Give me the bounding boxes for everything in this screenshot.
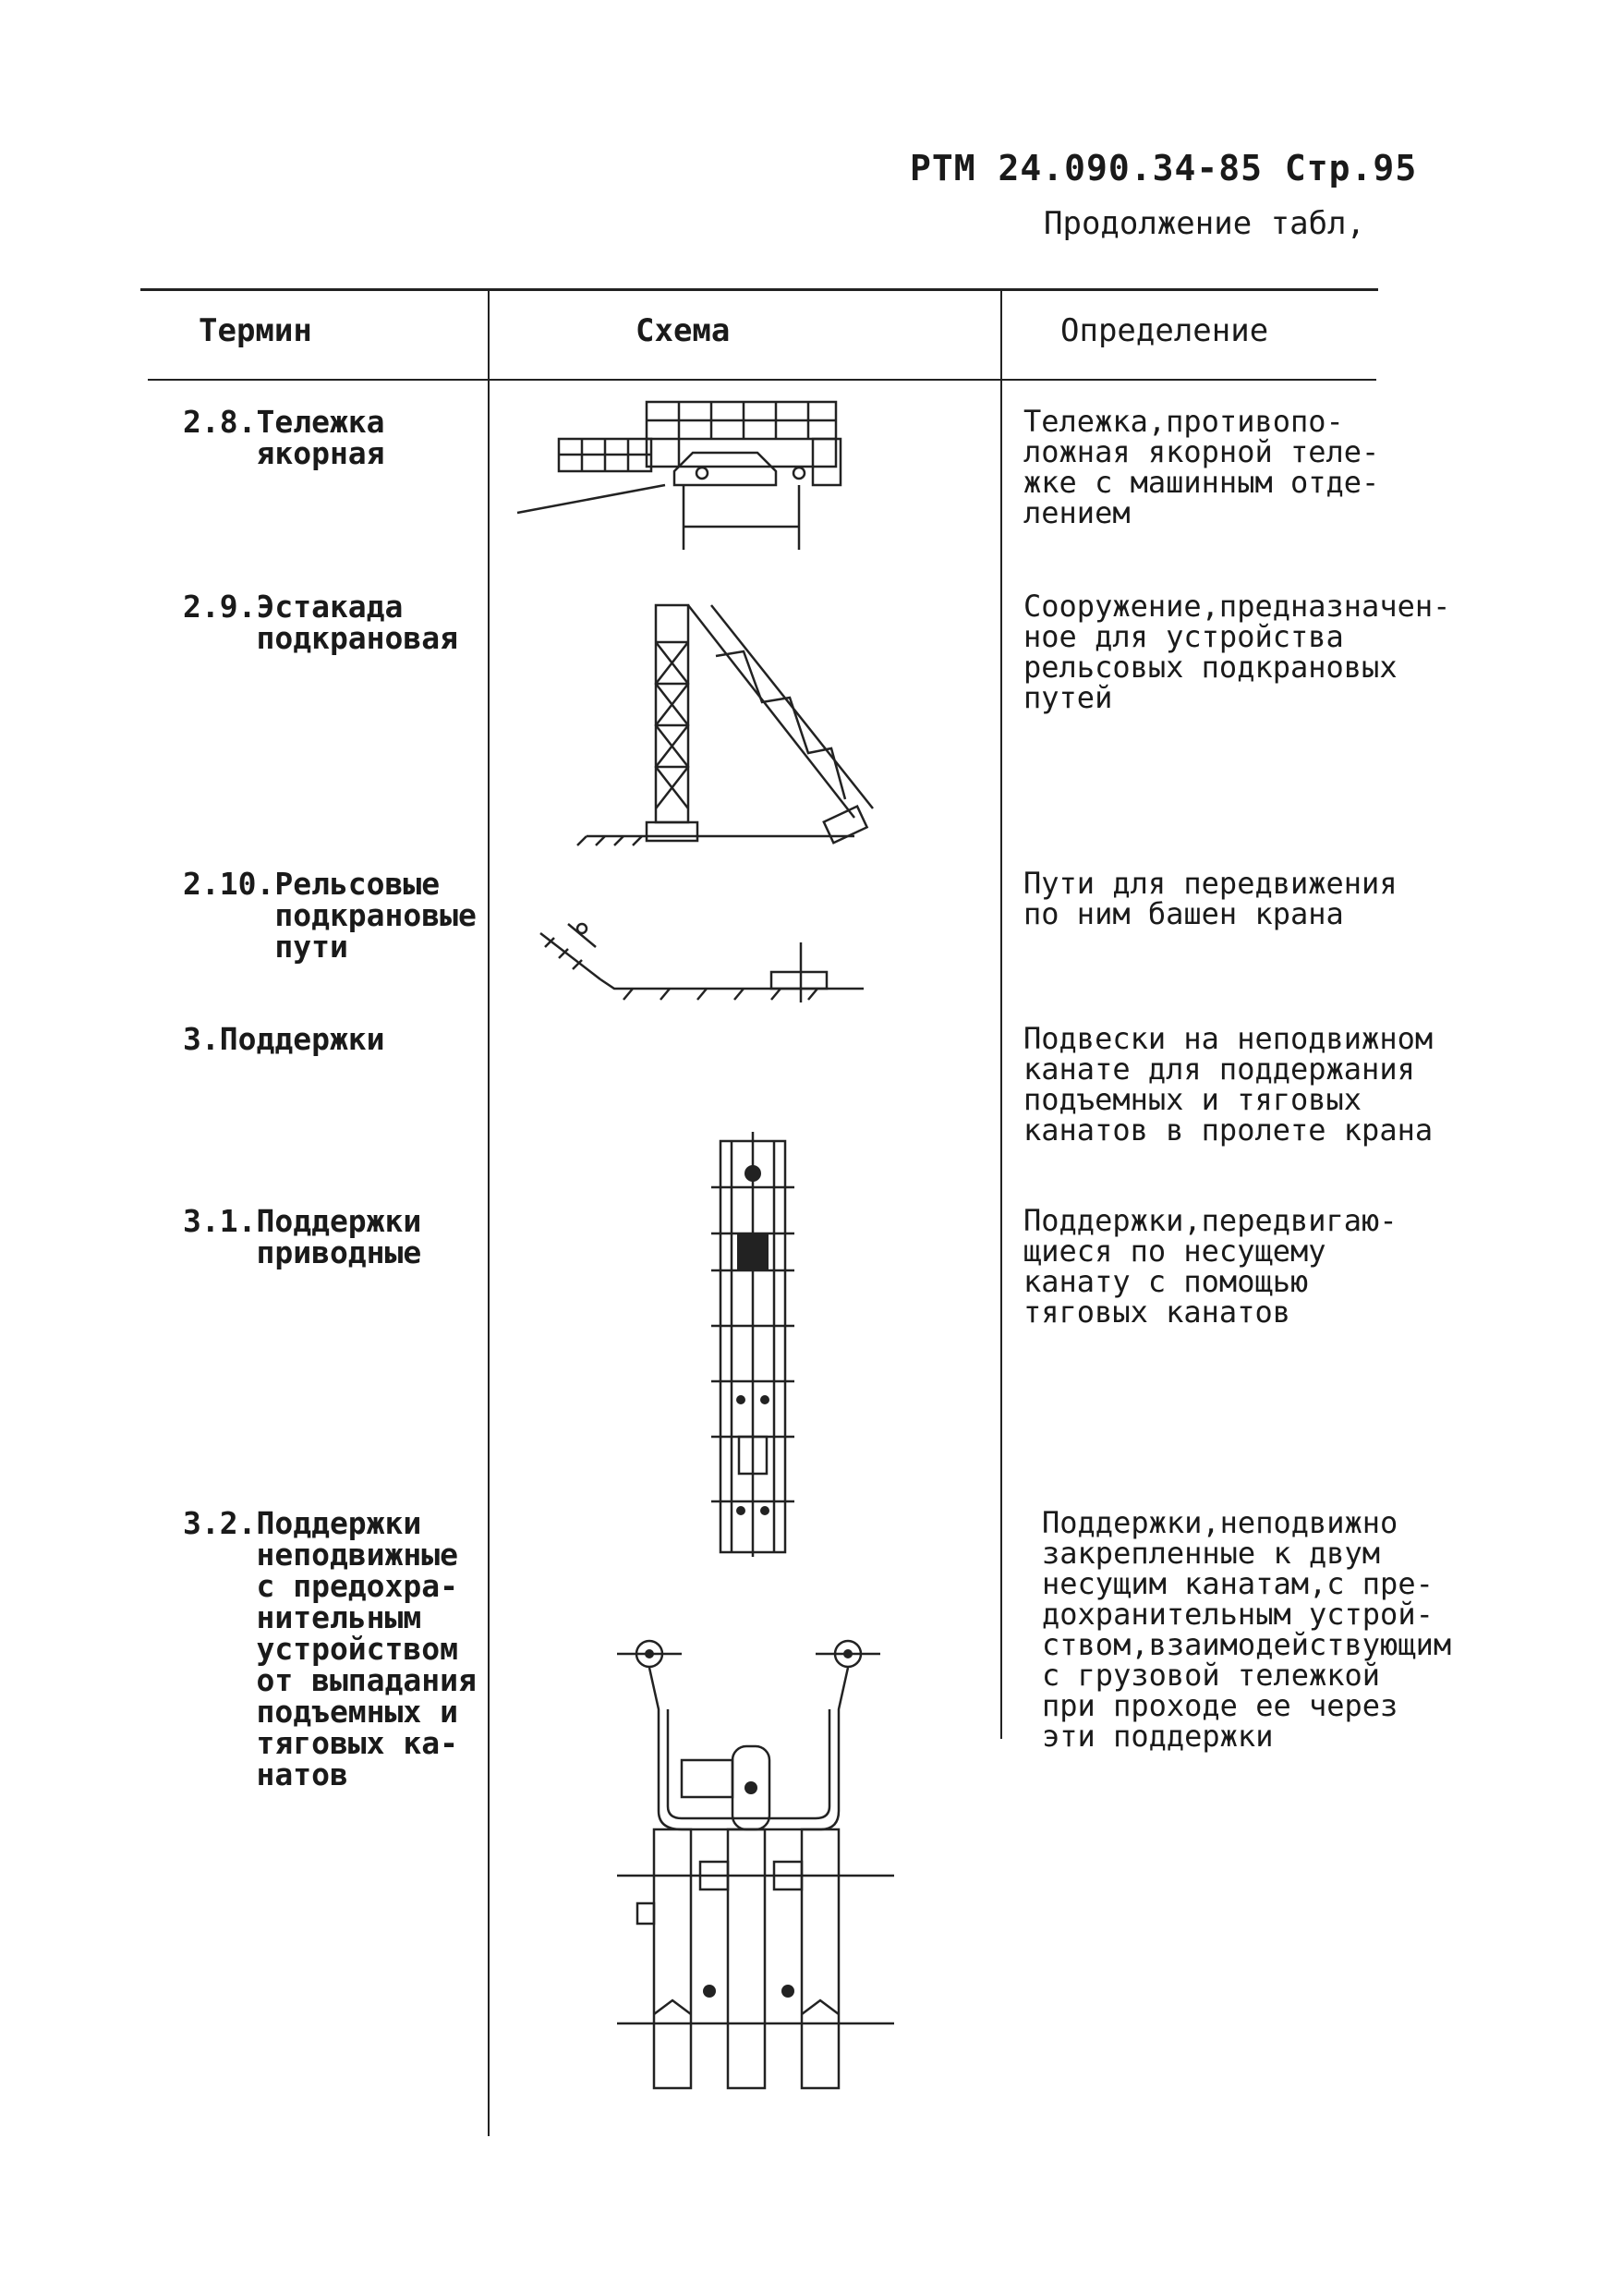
term-3-2: 3.2.Поддержки неподвижные с предохра- нительным устройством от выпадания подъемных и тяговых ка- натов bbox=[183, 1505, 477, 1792]
fixed-support-with-guard-diagram bbox=[617, 1635, 894, 2097]
column-header-scheme: Схема bbox=[635, 312, 731, 349]
definition-3-2: Поддержки,неподвижно закрепленные к двум несущим канатам,с пре- дохранительным устрой- ством,взаимодействующим с грузовой тележкой при проходе ее через эти поддержки bbox=[1042, 1505, 1452, 1754]
term-3-1: 3.1.Поддержки приводные bbox=[183, 1203, 422, 1270]
column-header-term: Термин bbox=[199, 312, 312, 349]
crane-rail-track-diagram bbox=[540, 915, 868, 1007]
crane-trestle-diagram bbox=[577, 601, 873, 850]
table-continuation-label: Продолжение табл, bbox=[1044, 205, 1365, 242]
term-2-8: 2.8.Тележка якорная bbox=[183, 404, 385, 471]
definition-2-8: Тележка,противопо- ложная якорной теле- жке с машинным отде- лением bbox=[1023, 404, 1380, 530]
term-3: 3.Поддержки bbox=[183, 1021, 385, 1057]
column-divider-right bbox=[1000, 288, 1002, 1739]
document-code: РТМ 24.090.34-85 Стр.95 bbox=[910, 148, 1418, 188]
anchor-trolley-diagram bbox=[517, 397, 868, 559]
driven-support-diagram bbox=[711, 1132, 794, 1557]
column-divider-left bbox=[488, 288, 490, 2136]
table-top-rule bbox=[140, 288, 1378, 291]
term-2-9: 2.9.Эстакада подкрановая bbox=[183, 589, 459, 656]
column-header-definition: Определение bbox=[1060, 312, 1269, 349]
term-2-10: 2.10.Рельсовые подкрановые пути bbox=[183, 866, 477, 965]
table-header-rule bbox=[148, 379, 1376, 381]
definition-2-9: Сооружение,предназначен- ное для устройства рельсовых подкрановых путей bbox=[1023, 589, 1451, 715]
definition-2-10: Пути для передвижения по ним башен крана bbox=[1023, 866, 1398, 931]
definition-3: Подвески на неподвижном канате для поддержания подъемных и тяговых канатов в пролете крана bbox=[1023, 1021, 1434, 1148]
definition-3-1: Поддержки,передвигаю- щиеся по несущему канату с помощью тяговых канатов bbox=[1023, 1203, 1398, 1330]
